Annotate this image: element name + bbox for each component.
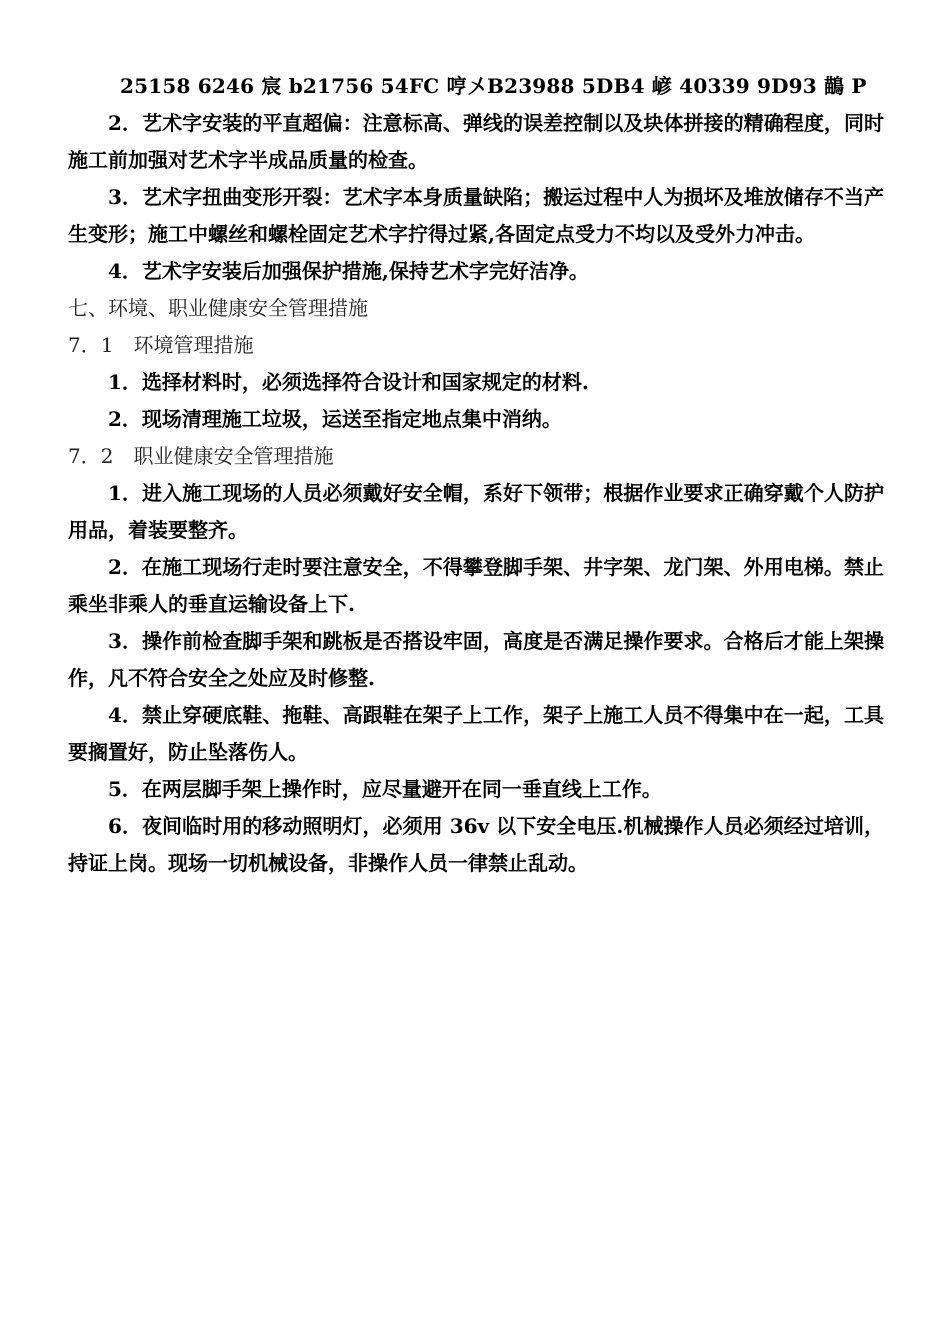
safety-item-5: 5．在两层脚手架上操作时，应尽量避开在同一垂直线上工作。	[108, 777, 662, 801]
quality-item-2: 2．艺术字安装的平直超偏：注意标高、弹线的误差控制以及块体拼接的精确程度，同时施工前加强对艺术字半成品质量的检查。	[68, 111, 884, 172]
document-page	[68, 68, 884, 882]
section-title: 七、环境、职业健康安全管理措施	[68, 296, 368, 320]
subsection-title-health-safety: 7．2 职业健康安全管理措施	[68, 444, 334, 468]
environment-item-1: 1．选择材料时，必须选择符合设计和国家规定的材料.	[108, 370, 589, 394]
quality-item-3: 3．艺术字扭曲变形开裂：艺术字本身质量缺陷；搬运过程中人为损坏及堆放储存不当产生变形；施工中螺丝和螺栓固定艺术字拧得过紧,各固定点受力不均以及受外力冲击。	[68, 185, 884, 246]
subsection-title-environment: 7．1 环境管理措施	[68, 333, 254, 357]
quality-item-4: 4．艺术字安装后加强保护措施,保持艺术字完好洁净。	[108, 259, 589, 283]
safety-item-1: 1．进入施工现场的人员必须戴好安全帽，系好下领带；根据作业要求正确穿戴个人防护用品，着装要整齐。	[68, 481, 884, 542]
safety-item-2: 2．在施工现场行走时要注意安全，不得攀登脚手架、井字架、龙门架、外用电梯。禁止乘坐非乘人的垂直运输设备上下.	[68, 555, 884, 616]
garbled-text-line: 25158 6246 宸 b21756 54FC 哼〤B23988 5DB4 嵃 40339 9D93 鶓 P	[120, 74, 867, 98]
environment-item-2: 2．现场清理施工垃圾，运送至指定地点集中消纳。	[108, 407, 562, 431]
safety-item-3: 3．操作前检查脚手架和跳板是否搭设牢固，高度是否满足操作要求。合格后才能上架操作，凡不符合安全之处应及时修整.	[68, 629, 884, 690]
safety-item-6: 6．夜间临时用的移动照明灯，必须用 36v 以下安全电压.机械操作人员必须经过培训，持证上岗。现场一切机械设备，非操作人员一律禁止乱动。	[68, 814, 884, 875]
safety-item-4: 4．禁止穿硬底鞋、拖鞋、高跟鞋在架子上工作，架子上施工人员不得集中在一起，工具要搁置好，防止坠落伤人。	[68, 703, 884, 764]
